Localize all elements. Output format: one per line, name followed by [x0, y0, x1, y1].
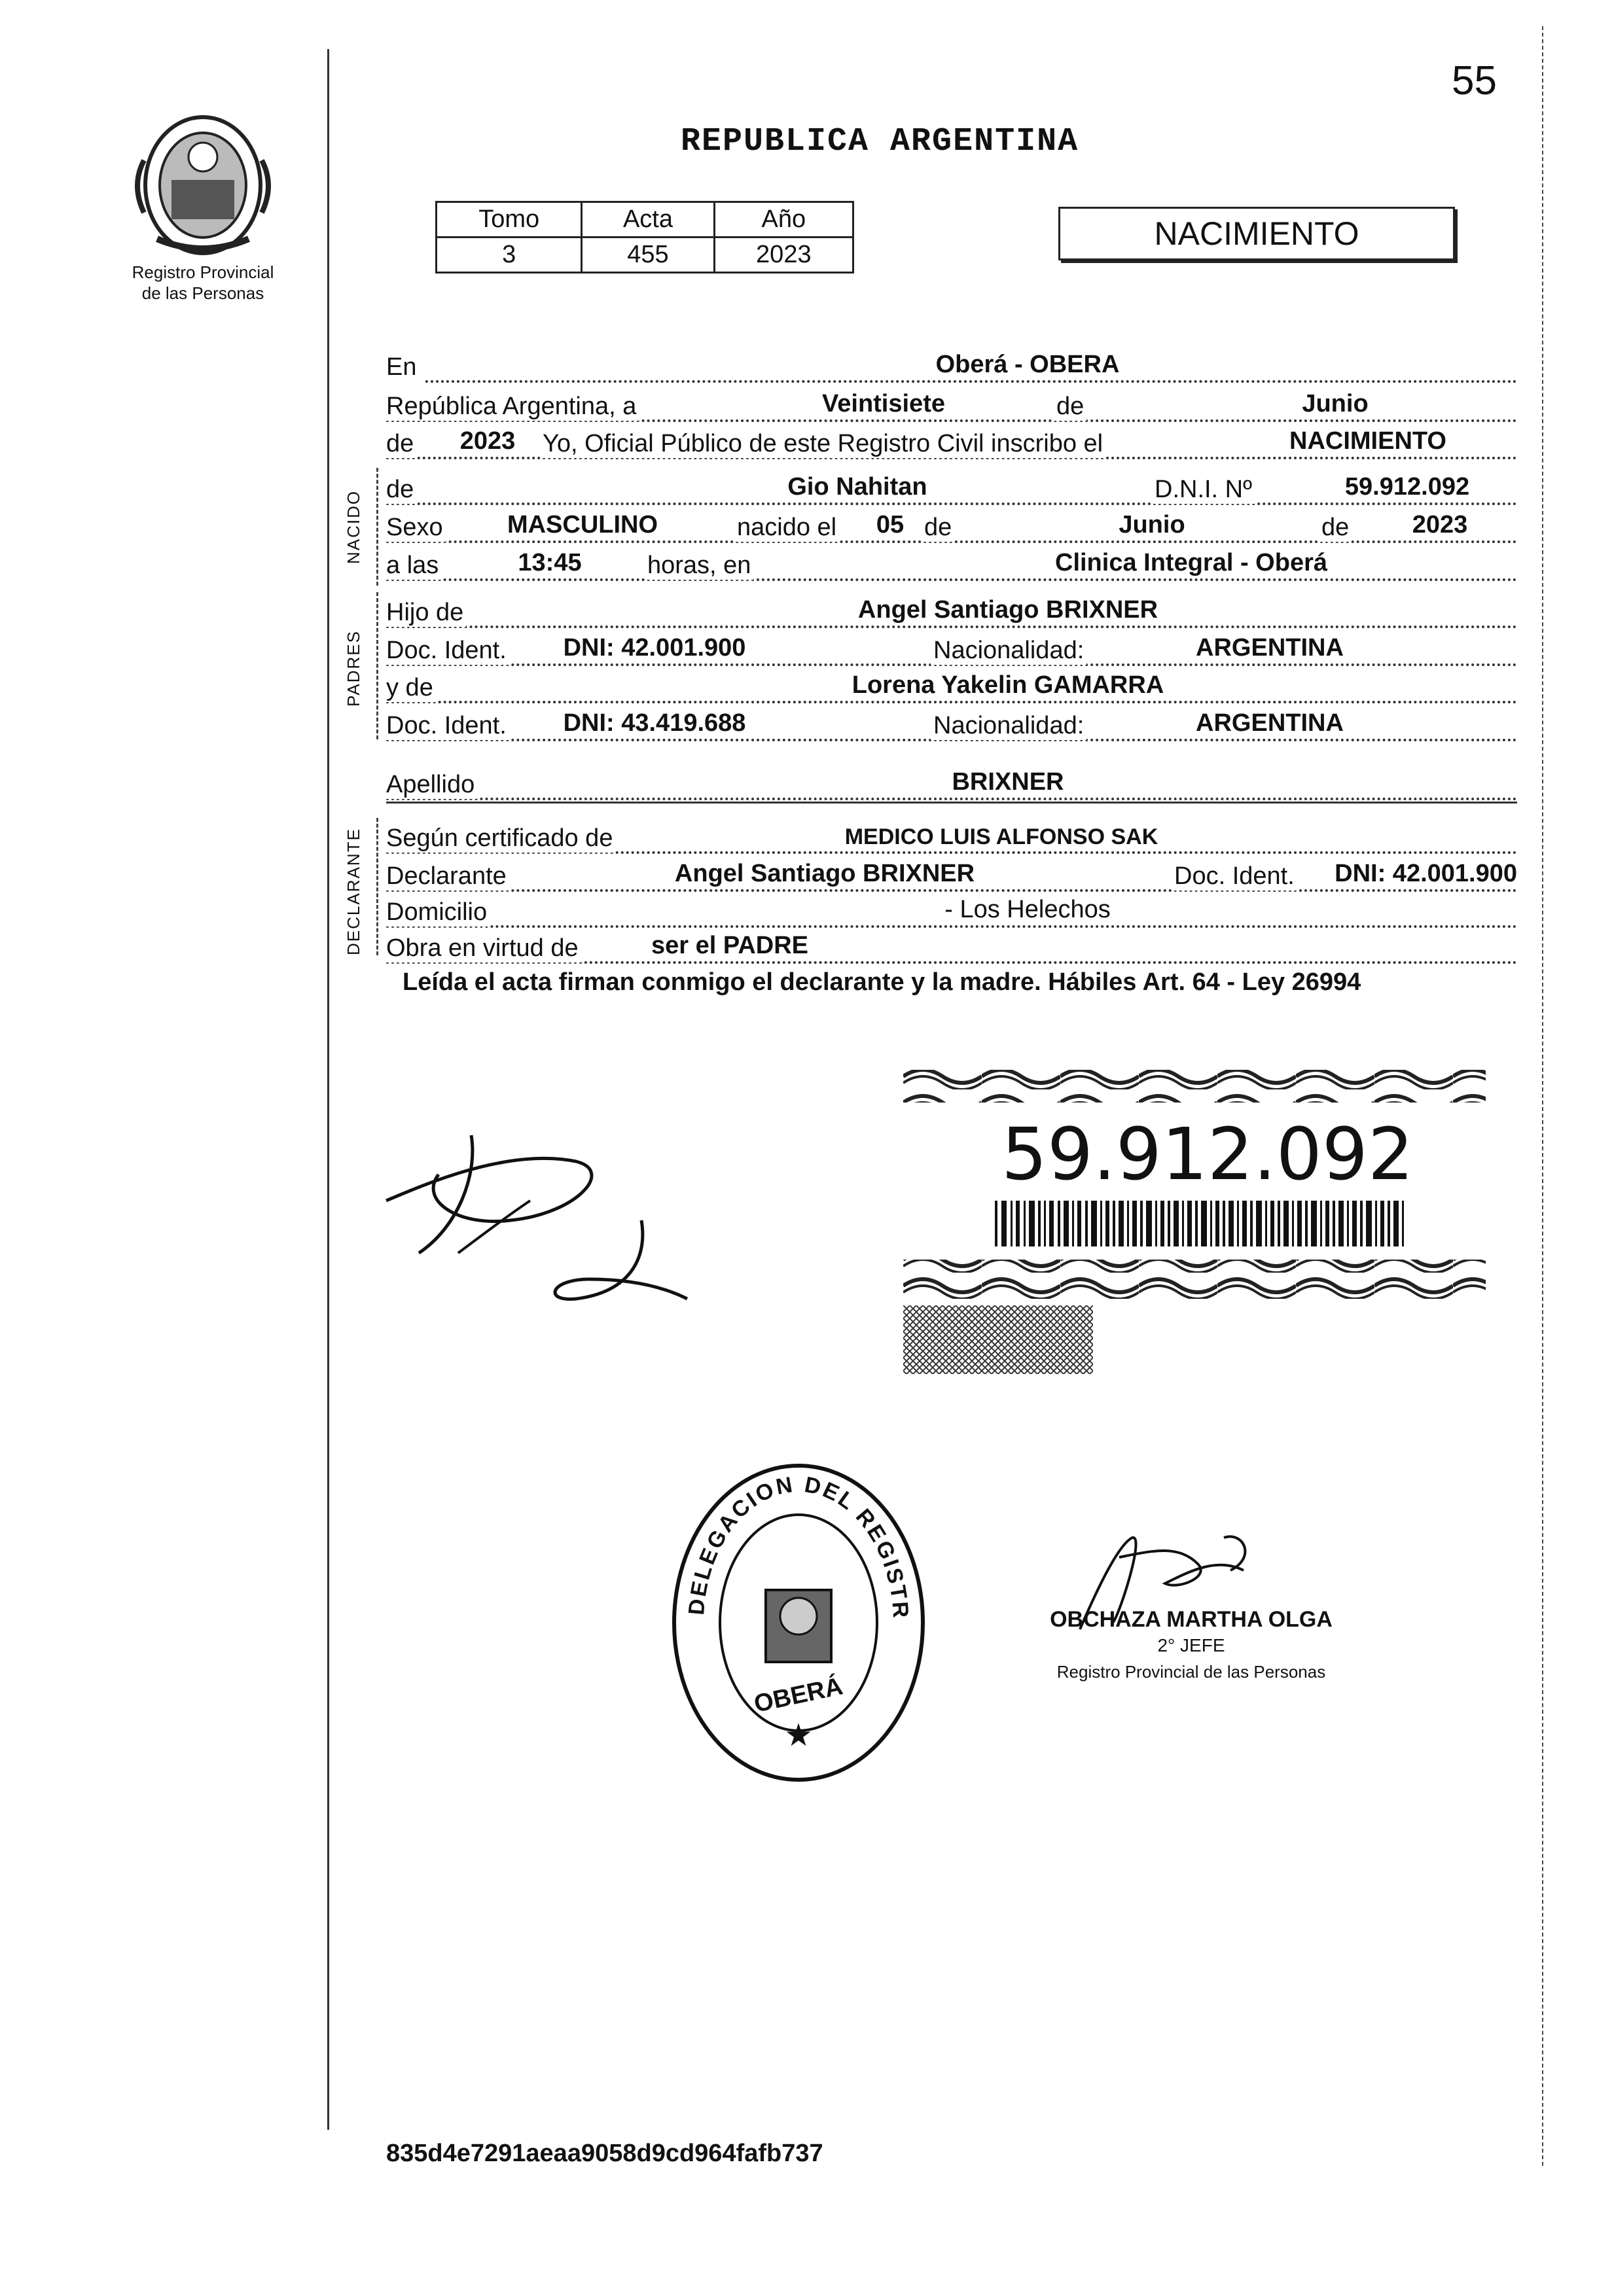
seal-city: OBERÁ	[751, 1672, 846, 1718]
value-place: Oberá - OBERA	[935, 351, 1120, 378]
section-label-declarante: DECLARANTE	[344, 828, 363, 955]
page-title: REPUBLICA ARGENTINA	[681, 123, 1079, 160]
row-nacido-sexo	[386, 504, 1517, 543]
header-acta: Acta	[582, 202, 714, 238]
row-hijo-de	[386, 589, 1517, 628]
value-father-name: Angel Santiago BRIXNER	[857, 596, 1158, 624]
row-inscribo	[386, 420, 1517, 459]
value-tomo: 3	[437, 238, 582, 273]
value-father-doc: DNI: 42.001.900	[563, 634, 746, 662]
row-declarante	[386, 853, 1517, 892]
declarant-signature	[380, 1122, 707, 1332]
apellido-underline	[386, 802, 1517, 804]
label-domicilio: Domicilio	[386, 898, 490, 927]
value-declarante: Angel Santiago BRIXNER	[674, 860, 975, 887]
label-en: En	[386, 353, 419, 381]
label-declarante: Declarante	[386, 862, 509, 891]
label-de-name: de	[386, 476, 416, 504]
right-border-line	[1542, 26, 1543, 2166]
row-mother-doc	[386, 702, 1517, 741]
value-obra: ser el PADRE	[651, 932, 809, 959]
left-border-line	[327, 49, 329, 2130]
value-child-dni: 59.912.092	[1344, 473, 1470, 501]
label-obra: Obra en virtud de	[386, 934, 581, 963]
nacido-bracket	[376, 468, 378, 586]
label-horas-en: horas, en	[645, 552, 753, 580]
inscribo-text: Yo, Oficial Público de este Registro Civil inscribo el	[540, 430, 1105, 458]
value-day-words: Veintisiete	[822, 390, 945, 417]
label-mother-nationality: Nacionalidad:	[931, 712, 1086, 740]
seal-emblem-icon	[668, 1459, 929, 1786]
row-nacido-name	[386, 466, 1517, 505]
value-child-name: Gio Nahitan	[787, 473, 927, 501]
province-shield-icon	[124, 108, 281, 258]
logo-caption	[98, 262, 308, 304]
province-logo	[124, 108, 281, 258]
value-mother-name: Lorena Yakelin GAMARRA	[852, 671, 1164, 699]
value-domicilio: - Los Helechos	[944, 896, 1111, 923]
row-domicilio	[386, 889, 1517, 928]
label-certificado: Según certificado de	[386, 824, 615, 853]
value-certificado: MEDICO LUIS ALFONSO SAK	[844, 824, 1158, 849]
svg-text:★: ★	[784, 1718, 813, 1753]
logo-caption-line2: de las Personas	[141, 283, 264, 303]
logo-caption-line1: Registro Provincial	[132, 262, 274, 282]
row-obra	[386, 925, 1517, 964]
label-a-las: a las	[386, 552, 441, 580]
header-ano: Año	[714, 202, 853, 238]
label-y-de: y de	[386, 674, 436, 702]
padres-bracket	[376, 592, 378, 739]
label-declarante-doc: Doc. Ident.	[1172, 862, 1297, 891]
official-seal	[668, 1459, 929, 1786]
record-type-label: NACIMIENTO	[1154, 215, 1359, 252]
label-mother-doc: Doc. Ident.	[386, 712, 509, 740]
record-table-value-row	[437, 238, 853, 273]
document-hash: 835d4e7291aeaa9058d9cd964fafb737	[386, 2140, 823, 2167]
label-father-nationality: Nacionalidad:	[931, 637, 1086, 665]
page-number: 55	[1452, 58, 1497, 103]
value-birth-place: Clinica Integral - Oberá	[1055, 549, 1327, 576]
label-de-birth-year: de	[1319, 514, 1352, 542]
dni-sticker-graphic	[903, 1063, 1486, 1377]
value-time: 13:45	[518, 549, 582, 576]
record-type-box	[1058, 207, 1455, 260]
closing-text: Leída el acta firman conmigo el declarante y la madre. Hábiles Art. 64 - Ley 26994	[403, 968, 1361, 996]
row-nacido-hora	[386, 542, 1517, 581]
value-declarante-doc: DNI: 42.001.900	[1335, 860, 1517, 887]
label-father-doc: Doc. Ident.	[386, 637, 509, 665]
officer-name: OBCHAZA MARTHA OLGA	[1050, 1607, 1333, 1632]
officer-office: Registro Provincial de las Personas	[1056, 1662, 1326, 1682]
seal-text: DELEGACION DEL REGISTR	[683, 1472, 914, 1621]
row-y-de	[386, 664, 1517, 703]
record-table-header-row	[437, 202, 853, 238]
value-birth-month: Junio	[1119, 511, 1185, 539]
value-act-type: NACIMIENTO	[1289, 427, 1446, 455]
row-certificado	[386, 815, 1517, 854]
value-month: Junio	[1302, 390, 1369, 417]
value-acta: 455	[582, 238, 714, 273]
row-father-doc	[386, 627, 1517, 666]
value-sexo: MASCULINO	[507, 511, 658, 539]
value-father-nationality: ARGENTINA	[1196, 634, 1344, 662]
signature-scribble-icon	[380, 1122, 707, 1332]
row-apellido	[386, 761, 1517, 800]
officer-role: 2° JEFE	[1157, 1635, 1225, 1655]
label-nacido-el: nacido el	[734, 514, 839, 542]
value-birth-year: 2023	[1412, 511, 1468, 539]
row-en	[386, 344, 1517, 383]
value-apellido: BRIXNER	[952, 768, 1064, 796]
label-dni: D.N.I. Nº	[1152, 476, 1255, 504]
value-ano: 2023	[714, 238, 853, 273]
section-label-nacido: NACIDO	[344, 489, 363, 564]
row-republica	[386, 383, 1517, 422]
value-birth-day: 05	[876, 511, 905, 539]
label-sexo: Sexo	[386, 514, 446, 542]
label-republica: República Argentina, a	[386, 393, 639, 421]
dni-sticker	[903, 1063, 1486, 1377]
value-mother-doc: DNI: 43.419.688	[563, 709, 746, 737]
header-tomo: Tomo	[437, 202, 582, 238]
value-mother-nationality: ARGENTINA	[1196, 709, 1344, 737]
label-apellido: Apellido	[386, 771, 477, 799]
label-hijo-de: Hijo de	[386, 599, 466, 627]
label-de-month: de	[1054, 393, 1086, 421]
barcode	[995, 1201, 1404, 1246]
officer-stamp	[1028, 1606, 1355, 1685]
label-de-year: de	[386, 430, 416, 458]
declarante-bracket	[376, 818, 378, 955]
value-year: 2023	[459, 427, 516, 455]
dni-sticker-number: 59.912.092	[1001, 1112, 1414, 1196]
record-table	[435, 201, 854, 274]
label-de-birth-month: de	[922, 514, 954, 542]
section-label-padres: PADRES	[344, 630, 363, 707]
